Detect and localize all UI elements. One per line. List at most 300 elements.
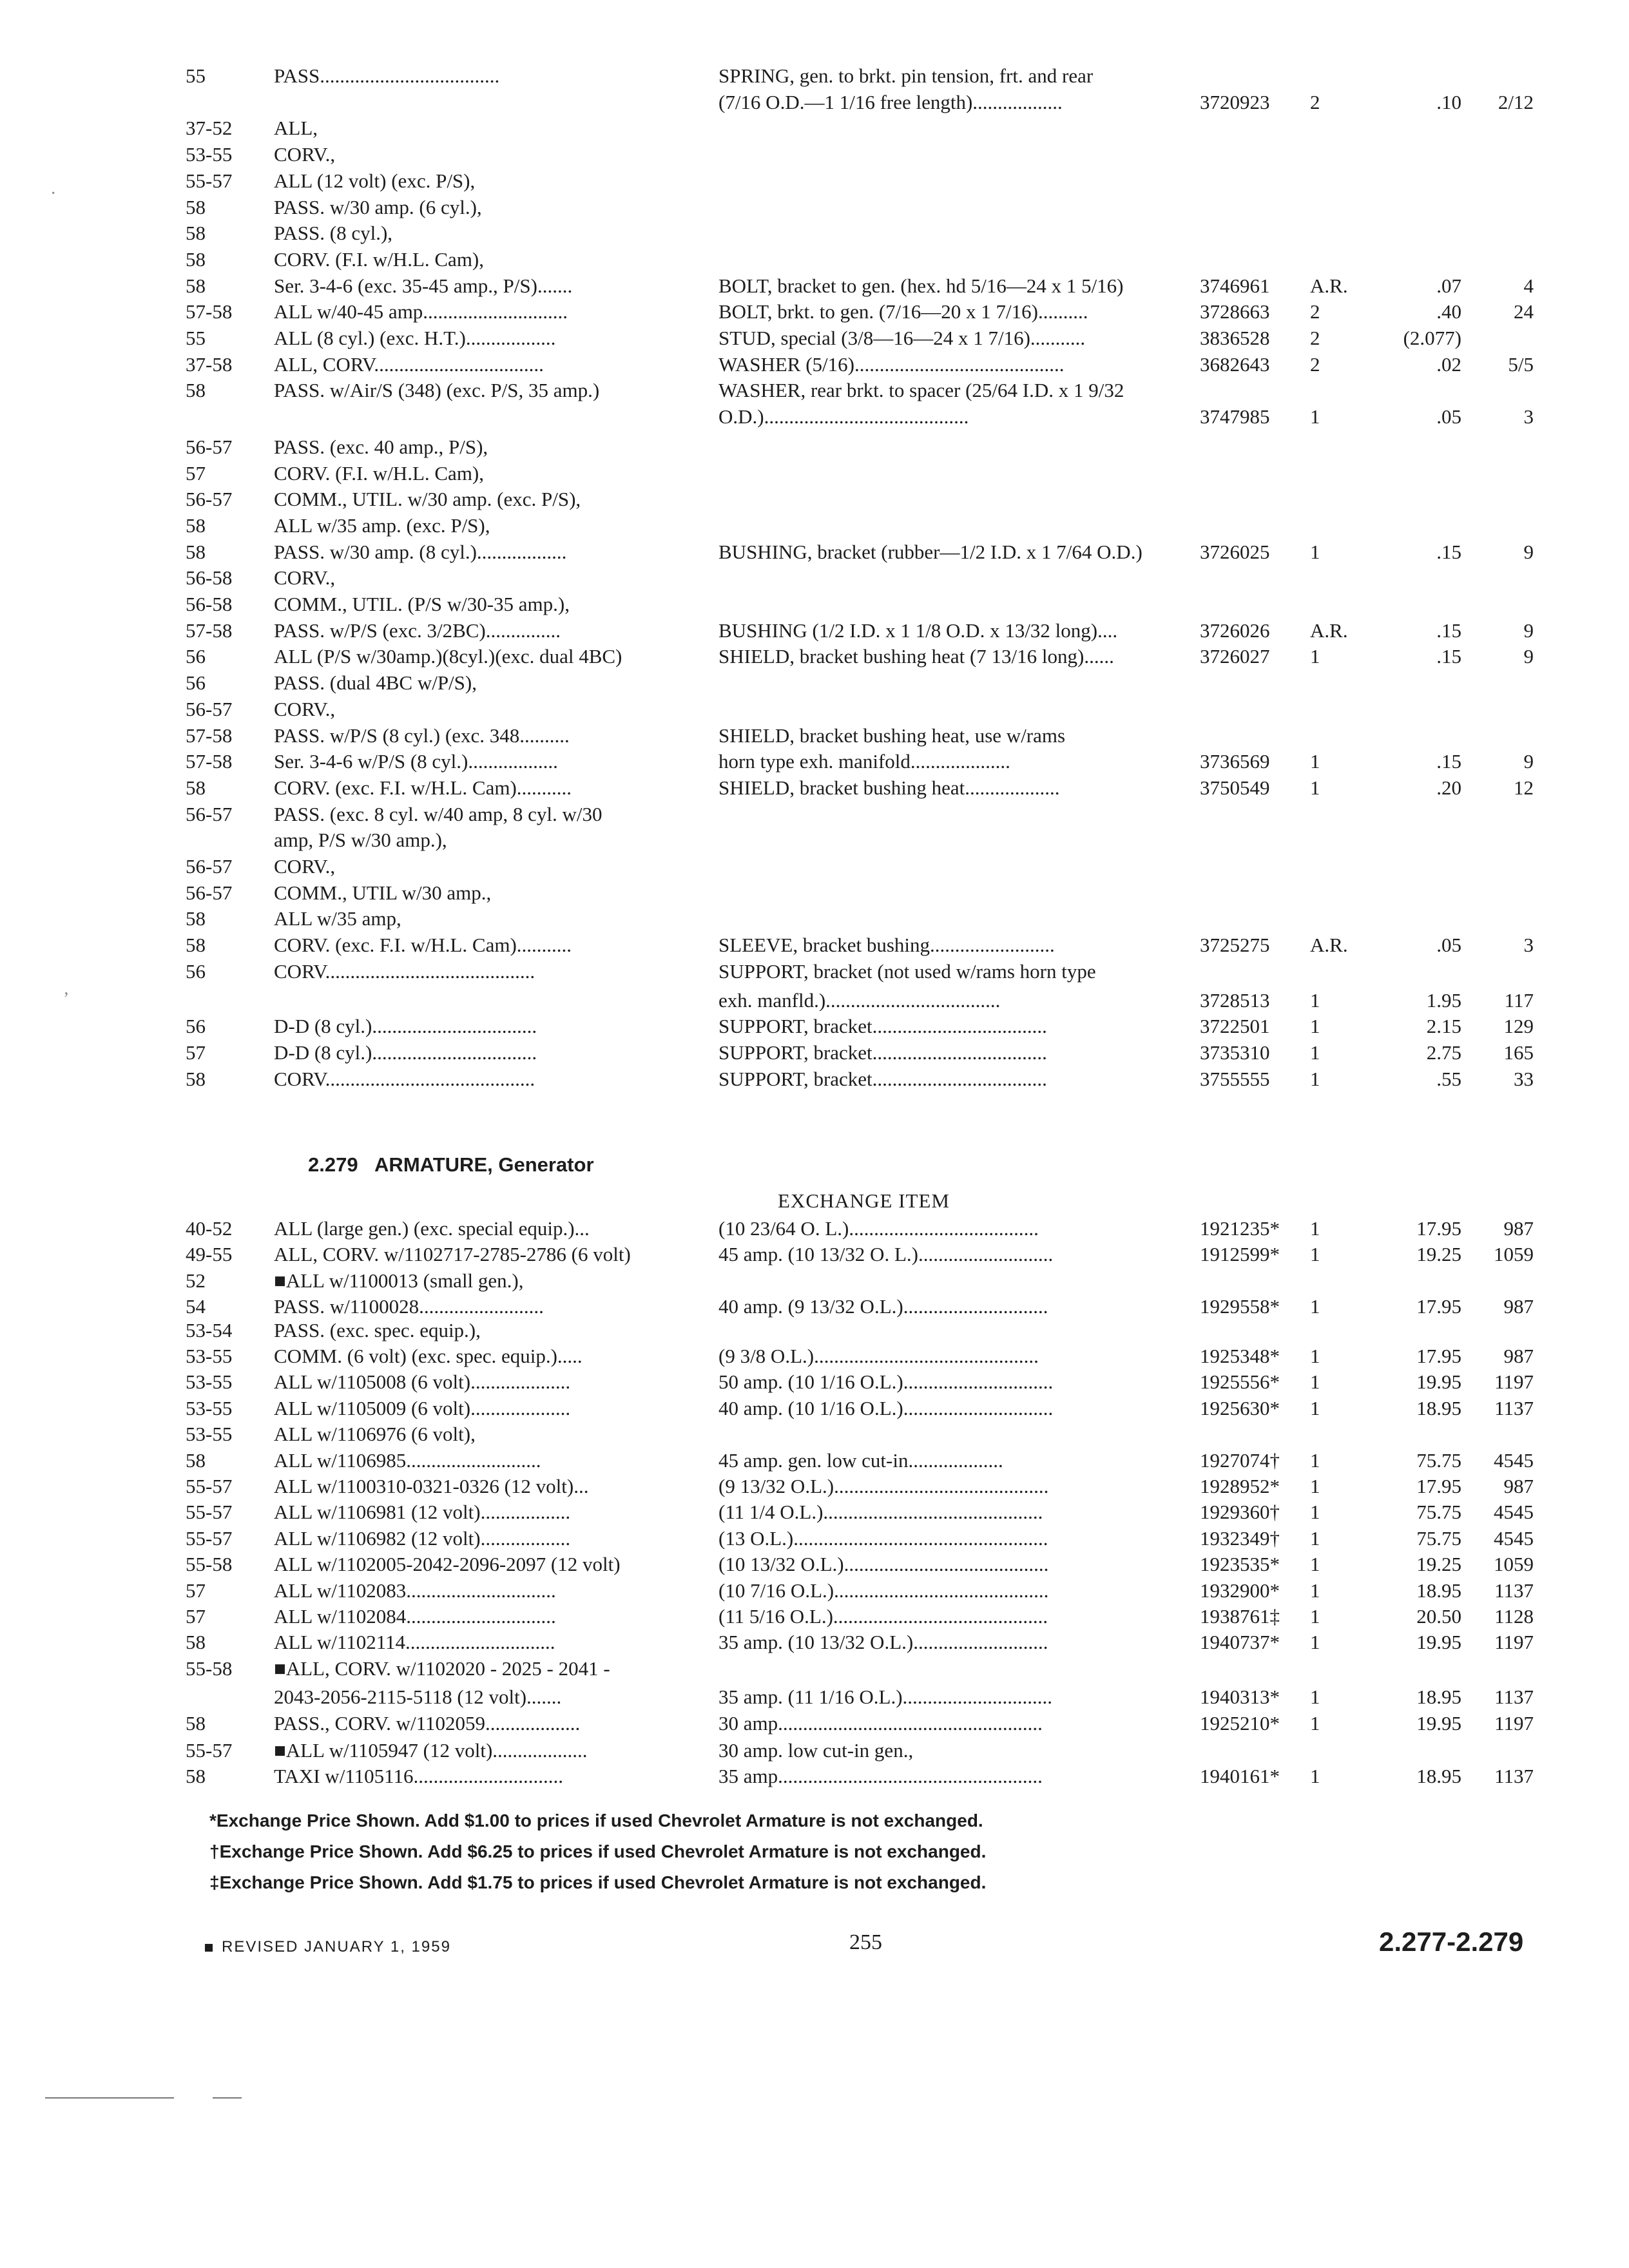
cell-price: (2.077) xyxy=(1403,327,1461,349)
cell-model: 2043-2056-2115-5118 (12 volt)....... xyxy=(274,1686,562,1709)
scan-artifact-mark: · xyxy=(50,184,57,204)
table-row xyxy=(0,697,1629,725)
table-row xyxy=(0,1421,1629,1450)
cell-model: CORV. (F.I. w/H.L. Cam), xyxy=(274,461,484,485)
table-row xyxy=(0,1499,1629,1528)
cell-desc: BUSHING, bracket (rubber—1/2 I.D. x 1 7/64 O.D.) xyxy=(718,540,1142,563)
cell-yr: 37-52 xyxy=(186,117,233,140)
cell-model: Ser. 3-4-6 (exc. 35-45 amp., P/S)....... xyxy=(274,274,573,297)
cell-price: .20 xyxy=(1436,776,1461,799)
cell-desc: SUPPORT, bracket................................... xyxy=(718,1067,1047,1090)
cell-yr: 56-58 xyxy=(186,593,233,615)
cell-pkg: 117 xyxy=(1504,988,1534,1012)
cell-pkg: 129 xyxy=(1503,1015,1534,1038)
cell-part: 1928952* xyxy=(1200,1475,1280,1497)
cell-desc: WASHER (5/16).......................................... xyxy=(718,352,1065,376)
table-row xyxy=(0,1552,1629,1580)
cell-qty: 1 xyxy=(1310,1579,1320,1602)
cell-pkg: 1197 xyxy=(1494,1370,1534,1394)
cell-part: 1925556* xyxy=(1200,1370,1280,1394)
table-row xyxy=(0,1040,1629,1068)
cell-model: ALL w/1102005-2042-2096-2097 (12 volt) xyxy=(274,1553,621,1576)
cell-model: ■ALL w/1105947 (12 volt)................... xyxy=(274,1739,588,1762)
cell-qty: 1 xyxy=(1310,1765,1320,1788)
table-row xyxy=(0,749,1629,777)
cell-yr: 57 xyxy=(186,1579,206,1602)
cell-price: 19.95 xyxy=(1416,1370,1461,1394)
cell-model: COMM., UTIL. w/30 amp. (exc. P/S), xyxy=(274,488,581,511)
cell-part: 1927074† xyxy=(1200,1448,1280,1472)
cell-part: 1921235* xyxy=(1200,1217,1280,1240)
cell-model: ALL, xyxy=(274,117,318,140)
cell-model: CORV.......................................... xyxy=(274,959,535,983)
table-row xyxy=(0,1014,1629,1042)
cell-yr: 56-57 xyxy=(186,435,233,458)
cell-qty: 1 xyxy=(1310,1605,1320,1628)
cell-desc: 35 amp. (11 1/16 O.L.).............................. xyxy=(718,1686,1053,1709)
cell-model: CORV. (F.I. w/H.L. Cam), xyxy=(274,247,484,271)
cell-yr: 58 xyxy=(186,1448,206,1472)
cell-pkg: 3 xyxy=(1523,934,1534,957)
cell-desc: (11 1/4 O.L.)............................................ xyxy=(718,1501,1043,1524)
cell-yr: 56 xyxy=(186,1015,206,1038)
cell-pkg: 1137 xyxy=(1494,1686,1534,1709)
cell-yr: 55-57 xyxy=(186,1526,233,1550)
table-row xyxy=(0,513,1629,541)
cell-desc: exh. manfld.)................................... xyxy=(718,988,1001,1012)
cell-model: ALL w/40-45 amp............................. xyxy=(274,300,568,323)
cell-model: ALL w/1105008 (6 volt).................... xyxy=(274,1370,571,1394)
cell-part: 1925630* xyxy=(1200,1396,1280,1419)
cell-qty: 2 xyxy=(1310,300,1320,323)
cell-desc: 30 amp..................................................... xyxy=(718,1711,1043,1735)
cell-desc: 50 amp. (10 1/16 O.L.).............................. xyxy=(718,1370,1054,1394)
cell-model: PASS.................................... xyxy=(274,64,500,87)
cell-qty: A.R. xyxy=(1310,619,1348,642)
cell-yr: 58 xyxy=(186,222,206,245)
cell-qty: 1 xyxy=(1310,405,1320,428)
cell-yr: 53-55 xyxy=(186,1423,233,1446)
table-row xyxy=(0,273,1629,302)
cell-model: PASS. (exc. spec. equip.), xyxy=(274,1318,481,1341)
cell-yr: 58 xyxy=(186,776,206,799)
cell-pkg: 4 xyxy=(1523,274,1534,297)
cell-pkg: 9 xyxy=(1523,540,1534,563)
cell-model: ALL w/1106982 (12 volt).................. xyxy=(274,1526,571,1550)
cell-desc: SUPPORT, bracket (not used w/rams horn type xyxy=(718,959,1096,983)
cell-model: PASS. w/Air/S (348) (exc. P/S, 35 amp.) xyxy=(274,379,600,402)
cell-pkg: 24 xyxy=(1514,300,1534,323)
cell-yr: 57 xyxy=(186,1041,206,1064)
cell-yr: 49-55 xyxy=(186,1243,233,1266)
cell-qty: 1 xyxy=(1310,1526,1320,1550)
cell-part: 3747985 xyxy=(1200,405,1270,428)
cell-yr: 58 xyxy=(186,247,206,271)
cell-price: .40 xyxy=(1436,300,1461,323)
table-row xyxy=(0,90,1629,118)
cell-price: 18.95 xyxy=(1416,1686,1461,1709)
table-row xyxy=(0,1448,1629,1476)
cell-qty: A.R. xyxy=(1310,934,1348,957)
cell-yr: 58 xyxy=(186,540,206,563)
cell-desc: (13 O.L.)................................................... xyxy=(718,1526,1048,1550)
cell-part: 3728663 xyxy=(1200,300,1270,323)
cell-desc: 35 amp..................................................... xyxy=(718,1765,1043,1788)
cell-model: COMM., UTIL. (P/S w/30-35 amp.), xyxy=(274,593,570,615)
section-number: 2.279 xyxy=(308,1153,358,1176)
cell-yr: 40-52 xyxy=(186,1217,233,1240)
cell-pkg: 4545 xyxy=(1494,1501,1534,1524)
cell-model: PASS. w/30 amp. (8 cyl.).................. xyxy=(274,540,567,563)
cell-price: 75.75 xyxy=(1416,1526,1461,1550)
table-row xyxy=(0,1711,1629,1739)
cell-price: 20.50 xyxy=(1416,1605,1461,1628)
cell-model: COMM. (6 volt) (exc. spec. equip.)..... xyxy=(274,1345,583,1367)
cell-part: 1940737* xyxy=(1200,1631,1280,1654)
cell-part: 1925210* xyxy=(1200,1711,1280,1735)
cell-pkg: 1137 xyxy=(1494,1765,1534,1788)
cell-qty: 1 xyxy=(1310,540,1320,563)
cell-part: 3720923 xyxy=(1200,90,1270,113)
cell-yr: 55-57 xyxy=(186,169,233,192)
table-row xyxy=(0,1738,1629,1766)
cell-model: TAXI w/1105116.............................. xyxy=(274,1765,564,1788)
table-row xyxy=(0,378,1629,406)
cell-price: .15 xyxy=(1436,645,1461,668)
cell-desc: SHIELD, bracket bushing heat................... xyxy=(718,776,1060,799)
cell-model: PASS., CORV. w/1102059................... xyxy=(274,1711,581,1735)
table-row xyxy=(0,168,1629,197)
cell-model: amp, P/S w/30 amp.), xyxy=(274,829,447,852)
cell-part: 1923535* xyxy=(1200,1553,1280,1576)
cell-price: 18.95 xyxy=(1416,1396,1461,1419)
cell-desc: SLEEVE, bracket bushing......................... xyxy=(718,934,1055,957)
table-row xyxy=(0,1763,1629,1792)
cell-model: PASS. w/P/S (8 cyl.) (exc. 348.......... xyxy=(274,724,570,747)
table-row xyxy=(0,247,1629,275)
table-row xyxy=(0,299,1629,327)
cell-pkg: 3 xyxy=(1523,405,1534,428)
cell-yr: 53-55 xyxy=(186,1370,233,1394)
cell-yr: 56-57 xyxy=(186,697,233,720)
section-range: 2.277-2.279 xyxy=(1379,1927,1524,1957)
table-row xyxy=(0,220,1629,249)
cell-part: 1932900* xyxy=(1200,1579,1280,1602)
cell-model: ALL (12 volt) (exc. P/S), xyxy=(274,169,476,192)
cell-price: .15 xyxy=(1436,540,1461,563)
cell-price: 75.75 xyxy=(1416,1501,1461,1524)
cell-yr: 55-57 xyxy=(186,1475,233,1497)
table-row xyxy=(0,1216,1629,1244)
table-row xyxy=(0,591,1629,620)
cell-desc: (9 13/32 O.L.)........................................... xyxy=(718,1475,1049,1497)
scan-artifact-line xyxy=(45,2097,174,2099)
cell-qty: 2 xyxy=(1310,90,1320,113)
table-row xyxy=(0,1343,1629,1372)
cell-yr: 55-58 xyxy=(186,1553,233,1576)
cell-desc: (7/16 O.D.—1 1/16 free length).................. xyxy=(718,90,1063,113)
cell-price: 75.75 xyxy=(1416,1448,1461,1472)
revised-text: REVISED JANUARY 1, 1959 xyxy=(222,1938,451,1956)
cell-yr: 55 xyxy=(186,327,206,349)
exchange-note: †Exchange Price Shown. Add $6.25 to prices if used Chevrolet Armature is not exchanged. xyxy=(209,1841,987,1861)
cell-yr: 53-55 xyxy=(186,143,233,166)
table-row xyxy=(0,775,1629,803)
table-row xyxy=(0,827,1629,856)
page-number: 255 xyxy=(849,1930,882,1954)
table-row xyxy=(0,63,1629,91)
cell-yr: 52 xyxy=(186,1269,206,1292)
cell-yr: 56 xyxy=(186,645,206,668)
cell-model: CORV., xyxy=(274,697,336,720)
cell-part: 3836528 xyxy=(1200,327,1270,349)
cell-model: CORV. (exc. F.I. w/H.L. Cam)........... xyxy=(274,934,572,957)
cell-yr: 58 xyxy=(186,514,206,537)
table-row xyxy=(0,352,1629,380)
cell-part: 3726025 xyxy=(1200,540,1270,563)
cell-model: D-D (8 cyl.)................................. xyxy=(274,1041,537,1064)
scan-artifact-line xyxy=(213,2097,242,2099)
table-row xyxy=(0,115,1629,144)
table-row xyxy=(0,434,1629,463)
cell-model: ALL w/1102084.............................. xyxy=(274,1605,556,1628)
cell-price: 2.75 xyxy=(1426,1041,1461,1064)
cell-part: 3726026 xyxy=(1200,619,1270,642)
cell-model: ALL w/35 amp. (exc. P/S), xyxy=(274,514,490,537)
cell-model: PASS. w/P/S (exc. 3/2BC)............... xyxy=(274,619,561,642)
revised-square-icon xyxy=(205,1944,213,1952)
cell-yr: 56 xyxy=(186,959,206,983)
cell-qty: 1 xyxy=(1310,1396,1320,1419)
table-row xyxy=(0,404,1629,432)
cell-desc: BOLT, brkt. to gen. (7/16—20 x 1 7/16).......... xyxy=(718,300,1088,323)
cell-desc: O.D.)......................................... xyxy=(718,405,969,428)
table-row xyxy=(0,565,1629,593)
cell-desc: (9 3/8 O.L.)............................................. xyxy=(718,1345,1039,1367)
cell-yr: 57 xyxy=(186,461,206,485)
cell-model: PASS. (8 cyl.), xyxy=(274,222,393,245)
cell-part: 1925348* xyxy=(1200,1345,1280,1367)
cell-pkg: 1128 xyxy=(1494,1605,1534,1628)
cell-model: CORV.......................................... xyxy=(274,1067,535,1090)
cell-qty: A.R. xyxy=(1310,274,1348,297)
cell-desc: SPRING, gen. to brkt. pin tension, frt. and rear xyxy=(718,64,1094,87)
table-row xyxy=(0,1242,1629,1270)
table-row xyxy=(0,618,1629,646)
cell-pkg: 1137 xyxy=(1494,1579,1534,1602)
cell-yr: 56-57 xyxy=(186,802,233,825)
cell-yr: 57-58 xyxy=(186,750,233,773)
cell-price: .10 xyxy=(1436,90,1461,113)
cell-qty: 1 xyxy=(1310,1475,1320,1497)
cell-pkg: 12 xyxy=(1514,776,1534,799)
cell-part: 3755555 xyxy=(1200,1067,1270,1090)
cell-yr: 53-55 xyxy=(186,1345,233,1367)
cell-yr: 56-58 xyxy=(186,566,233,590)
cell-pkg: 1059 xyxy=(1494,1553,1534,1576)
cell-model: COMM., UTIL w/30 amp., xyxy=(274,881,492,904)
cell-price: 2.15 xyxy=(1426,1015,1461,1038)
cell-model: ALL w/1102114.............................. xyxy=(274,1631,555,1654)
table-row xyxy=(0,1526,1629,1554)
cell-price: 1.95 xyxy=(1426,988,1461,1012)
section-title: ARMATURE, Generator xyxy=(374,1153,594,1176)
cell-price: .05 xyxy=(1436,934,1461,957)
cell-yr: 53-54 xyxy=(186,1318,233,1341)
cell-model: ALL w/1106981 (12 volt).................. xyxy=(274,1501,571,1524)
section-heading xyxy=(308,1153,594,1177)
cell-yr: 56-57 xyxy=(186,488,233,511)
cell-model: ALL (large gen.) (exc. special equip.)... xyxy=(274,1217,590,1240)
cell-yr: 58 xyxy=(186,1765,206,1788)
cell-desc: (10 7/16 O.L.)........................................... xyxy=(718,1579,1049,1602)
cell-yr: 57-58 xyxy=(186,724,233,747)
cell-desc: 40 amp. (10 1/16 O.L.).............................. xyxy=(718,1396,1054,1419)
cell-qty: 1 xyxy=(1310,1217,1320,1240)
table-row xyxy=(0,959,1629,987)
cell-model: ALL w/1106985........................... xyxy=(274,1448,541,1472)
cell-price: 17.95 xyxy=(1416,1295,1461,1318)
cell-price: 19.95 xyxy=(1416,1631,1461,1654)
cell-part: 1929360† xyxy=(1200,1501,1280,1524)
table-row xyxy=(0,1604,1629,1632)
cell-yr: 58 xyxy=(186,1631,206,1654)
cell-model: ALL w/1100310-0321-0326 (12 volt)... xyxy=(274,1475,589,1497)
cell-model: ■ALL w/1100013 (small gen.), xyxy=(274,1269,524,1292)
cell-part: 3722501 xyxy=(1200,1015,1270,1038)
cell-desc: (10 23/64 O. L.)...................................... xyxy=(718,1217,1039,1240)
cell-yr: 58 xyxy=(186,907,206,930)
table-row xyxy=(0,906,1629,934)
cell-yr: 56-57 xyxy=(186,855,233,878)
cell-price: .15 xyxy=(1436,619,1461,642)
cell-qty: 1 xyxy=(1310,1067,1320,1090)
table-row xyxy=(0,1396,1629,1424)
cell-model: PASS. (dual 4BC w/P/S), xyxy=(274,671,477,695)
cell-qty: 1 xyxy=(1310,1631,1320,1654)
cell-desc: SUPPORT, bracket................................... xyxy=(718,1015,1047,1038)
cell-qty: 1 xyxy=(1310,645,1320,668)
cell-pkg: 9 xyxy=(1523,619,1534,642)
table-row xyxy=(0,802,1629,830)
cell-qty: 1 xyxy=(1310,1345,1320,1367)
cell-part: 3726027 xyxy=(1200,645,1270,668)
cell-desc: horn type exh. manifold.................... xyxy=(718,750,1010,773)
exchange-item-label: EXCHANGE ITEM xyxy=(778,1189,950,1212)
cell-price: 17.95 xyxy=(1416,1345,1461,1367)
cell-model: ■ALL, CORV. w/1102020 - 2025 - 2041 - xyxy=(274,1657,610,1680)
cell-part: 3725275 xyxy=(1200,934,1270,957)
cell-yr: 37-58 xyxy=(186,352,233,376)
cell-desc: 45 amp. (10 13/32 O. L.)........................... xyxy=(718,1243,1054,1266)
cell-price: 19.95 xyxy=(1416,1711,1461,1735)
table-row xyxy=(0,670,1629,698)
cell-model: D-D (8 cyl.)................................. xyxy=(274,1015,537,1038)
cell-part: 1940313* xyxy=(1200,1686,1280,1709)
cell-model: ALL w/1106976 (6 volt), xyxy=(274,1423,476,1446)
table-row xyxy=(0,1684,1629,1713)
cell-qty: 1 xyxy=(1310,1553,1320,1576)
cell-desc: BUSHING (1/2 I.D. x 1 1/8 O.D. x 13/32 long).... xyxy=(718,619,1118,642)
exchange-note: *Exchange Price Shown. Add $1.00 to prices if used Chevrolet Armature is not exchanged. xyxy=(209,1811,983,1831)
table-row xyxy=(0,1629,1629,1658)
table-row xyxy=(0,932,1629,961)
cell-yr: 55-57 xyxy=(186,1501,233,1524)
cell-pkg: 4545 xyxy=(1494,1526,1534,1550)
cell-desc: SHIELD, bracket bushing heat (7 13/16 long)...... xyxy=(718,645,1114,668)
cell-yr: 55-58 xyxy=(186,1657,233,1680)
table-row xyxy=(0,988,1629,1016)
cell-pkg: 1059 xyxy=(1494,1243,1534,1266)
cell-price: .15 xyxy=(1436,750,1461,773)
cell-price: .55 xyxy=(1436,1067,1461,1090)
cell-price: 18.95 xyxy=(1416,1765,1461,1788)
cell-pkg: 1197 xyxy=(1494,1711,1534,1735)
cell-model: PASS. (exc. 40 amp., P/S), xyxy=(274,435,488,458)
cell-part: 1932349† xyxy=(1200,1526,1280,1550)
cell-price: 19.25 xyxy=(1416,1243,1461,1266)
table-row xyxy=(0,539,1629,568)
cell-qty: 2 xyxy=(1310,327,1320,349)
cell-pkg: 33 xyxy=(1514,1067,1534,1090)
cell-yr: 57-58 xyxy=(186,300,233,323)
cell-yr: 55 xyxy=(186,64,206,87)
table-row xyxy=(0,486,1629,515)
cell-pkg: 1137 xyxy=(1494,1396,1534,1419)
cell-model: CORV. (exc. F.I. w/H.L. Cam)........... xyxy=(274,776,572,799)
cell-price: .07 xyxy=(1436,274,1461,297)
cell-pkg: 1197 xyxy=(1494,1631,1534,1654)
cell-desc: WASHER, rear brkt. to spacer (25/64 I.D. x 1 9/32 xyxy=(718,379,1124,402)
table-row xyxy=(0,1268,1629,1296)
cell-part: 3736569 xyxy=(1200,750,1270,773)
cell-yr: 58 xyxy=(186,379,206,402)
cell-qty: 1 xyxy=(1310,750,1320,773)
table-row xyxy=(0,723,1629,751)
cell-desc: SHIELD, bracket bushing heat, use w/rams xyxy=(718,724,1066,747)
cell-desc: 40 amp. (9 13/32 O.L.)............................. xyxy=(718,1295,1048,1318)
cell-yr: 58 xyxy=(186,1067,206,1090)
cell-yr: 55-57 xyxy=(186,1739,233,1762)
cell-part: 1912599* xyxy=(1200,1243,1280,1266)
table-row xyxy=(0,1066,1629,1095)
cell-pkg: 987 xyxy=(1503,1295,1534,1318)
cell-qty: 1 xyxy=(1310,1015,1320,1038)
cell-model: CORV., xyxy=(274,143,336,166)
cell-pkg: 2/12 xyxy=(1498,90,1534,113)
table-row xyxy=(0,142,1629,170)
revised-date xyxy=(205,1938,451,1956)
cell-desc: BOLT, bracket to gen. (hex. hd 5/16—24 x 1 5/16) xyxy=(718,274,1124,297)
cell-qty: 1 xyxy=(1310,776,1320,799)
table-row xyxy=(0,195,1629,223)
cell-price: 17.95 xyxy=(1416,1217,1461,1240)
cell-pkg: 4545 xyxy=(1494,1448,1534,1472)
cell-desc: (11 5/16 O.L.)........................................... xyxy=(718,1605,1048,1628)
cell-pkg: 5/5 xyxy=(1508,352,1534,376)
table-row xyxy=(0,1369,1629,1398)
cell-part: 1929558* xyxy=(1200,1295,1280,1318)
exchange-note: ‡Exchange Price Shown. Add $1.75 to prices if used Chevrolet Armature is not exchanged. xyxy=(209,1872,987,1892)
cell-pkg: 165 xyxy=(1503,1041,1534,1064)
cell-model: ALL w/1105009 (6 volt).................... xyxy=(274,1396,571,1419)
table-row xyxy=(0,1656,1629,1684)
cell-price: .05 xyxy=(1436,405,1461,428)
cell-yr: 58 xyxy=(186,934,206,957)
cell-yr: 58 xyxy=(186,1711,206,1735)
cell-model: ALL (P/S w/30amp.)(8cyl.)(exc. dual 4BC) xyxy=(274,645,622,668)
table-row xyxy=(0,461,1629,489)
